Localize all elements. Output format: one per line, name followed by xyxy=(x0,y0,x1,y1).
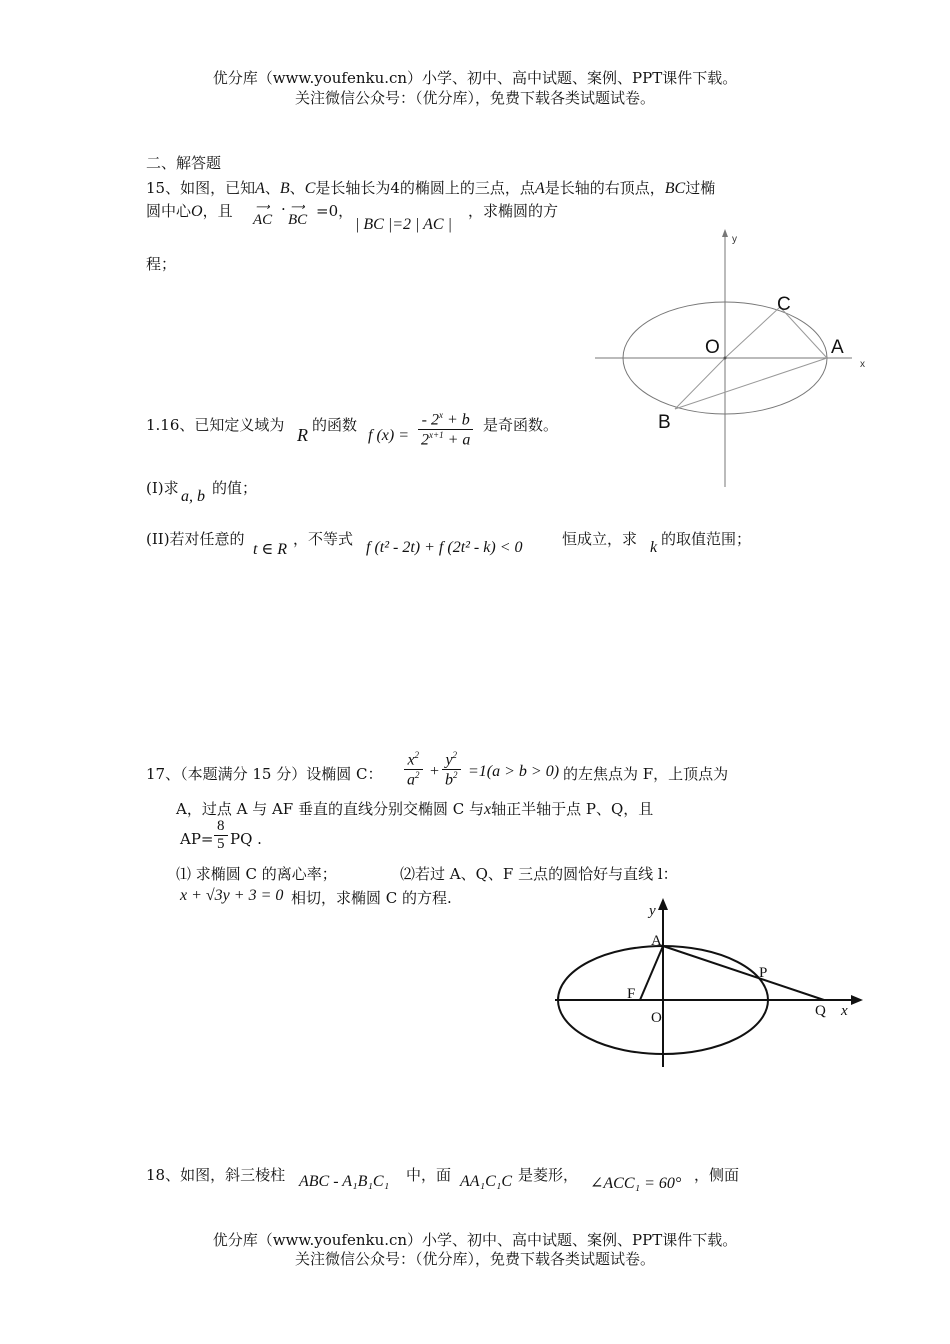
q17-line-eq: x + √3y + 3 = 0 xyxy=(180,887,284,904)
q15-point-a2: A xyxy=(534,180,545,197)
q17-y-arrow-icon xyxy=(658,898,668,910)
q15-sep-2: 、 xyxy=(289,179,305,197)
q15-line2a: 圆中心 xyxy=(146,202,192,220)
section-title: 二、解答题 xyxy=(146,154,222,172)
q15-text-2: 的椭圆上的三点，点 xyxy=(399,179,535,197)
q17-fy-num: y xyxy=(445,751,453,769)
q17-frac-x: $\frac{x^2}{a^2}$ xyxy=(404,750,423,790)
q15-text-4: 过椭 xyxy=(685,179,716,197)
q17-line2b: 轴正半轴于点 P、Q，且 xyxy=(491,800,654,818)
q17-frac-8-5 xyxy=(214,818,228,853)
q15-text-1: 是长轴长为 xyxy=(315,179,391,197)
q15-y-arrow-icon xyxy=(722,229,728,237)
q15-segment-oc xyxy=(725,307,780,358)
q17-label-y: y xyxy=(649,903,656,919)
q17-part1: ⑴ 求椭圆 C 的离心率； xyxy=(176,865,337,883)
q17-x-arrow-icon xyxy=(851,995,863,1005)
q18-face: AA₁C₁C xyxy=(460,1173,513,1190)
q15-vector-ac: ⟶ AC xyxy=(253,202,273,228)
q16-part2-t: t ∈ R xyxy=(253,541,288,558)
q17-line-2 xyxy=(176,798,653,819)
q17-label-x: x xyxy=(841,1003,848,1019)
q16-numerator xyxy=(418,410,473,430)
q18-text-2: 是菱形， xyxy=(518,1166,579,1184)
q18-number: 18、如图，斜三棱柱 xyxy=(146,1166,286,1184)
q16-text-1: 的函数 xyxy=(312,416,358,434)
q17-frac-num: 8 xyxy=(214,818,228,836)
q15-label-b: B xyxy=(658,412,671,433)
q15-center-o: O xyxy=(191,203,203,220)
q15-label-o: O xyxy=(705,337,720,358)
q17-label-o: O xyxy=(651,1010,662,1026)
q16-denom-tail: + a xyxy=(443,431,471,449)
q17-text-1: 的左焦点为 F，上顶点为 xyxy=(563,765,729,783)
q16-numer-exp: x xyxy=(438,410,443,420)
q16-number: 1.16、已知定义域为 xyxy=(146,416,285,434)
q16-numer-base: - 2 xyxy=(421,411,439,429)
q15-vector-bc-label: BC xyxy=(288,212,308,228)
q18-text-3: ，侧面 xyxy=(694,1166,740,1184)
q15-sep-1: 、 xyxy=(264,179,280,197)
q16-text-2: 是奇函数。 xyxy=(483,416,559,434)
q16-fraction xyxy=(418,410,473,450)
q15-label-x: x xyxy=(860,359,865,370)
q16-denom-base: 2 xyxy=(421,431,429,449)
q15-label-a: A xyxy=(831,337,844,358)
q15-vector-bc: ⟶ BC xyxy=(288,202,308,228)
q17-label-f: F xyxy=(627,986,636,1002)
q16-denom-exp: x+1 xyxy=(429,430,444,441)
q17-fx-num: x xyxy=(407,751,415,769)
q17-label-a: A xyxy=(651,933,662,949)
q16-denominator xyxy=(418,430,473,449)
q17-tail: 相切，求椭圆 C 的方程. xyxy=(291,889,452,907)
q15-figure xyxy=(590,225,880,490)
q17-eq-tail: =1(a > b > 0) xyxy=(468,763,560,780)
q17-plus: + xyxy=(430,763,440,780)
q15-segment-bc: BC xyxy=(664,180,686,197)
q15-four: 4 xyxy=(390,179,400,197)
q15-line-1 xyxy=(146,177,715,198)
q17-label-q: Q xyxy=(815,1003,826,1019)
q17-frac-y: $\frac{y^2}{b^2}$ xyxy=(442,750,461,790)
q15-point-a: A xyxy=(255,180,265,197)
q15-line2c: ，求椭圆的方 xyxy=(468,202,559,220)
q15-label-y: y xyxy=(732,234,737,245)
q18-angle: ∠ACC₁ = 60° xyxy=(590,1175,682,1192)
q15-point-b: B xyxy=(279,180,290,197)
q17-figure xyxy=(545,895,875,1075)
q16-k: k xyxy=(650,539,658,556)
q17-label-p: P xyxy=(759,965,768,981)
q17-ap: AP= xyxy=(180,830,214,848)
q15-origin-dot xyxy=(724,357,727,360)
q15-text-3: 是长轴的右顶点， xyxy=(544,179,665,197)
q15-line-2 xyxy=(146,200,233,221)
q17-pq: PQ . xyxy=(230,830,262,848)
q17-fy-den: b xyxy=(445,771,453,789)
q17-segment-fa xyxy=(640,946,663,1000)
footer-line-2: 关注微信公众号：（优分库），免费下载各类试题试卷。 xyxy=(294,1250,655,1268)
q16-domain-r: R xyxy=(297,425,308,445)
q16-part2-text2: 恒成立，求 xyxy=(562,530,638,548)
q15-dot: · xyxy=(281,200,286,218)
q16-inequality: f (t² - 2t) + f (2t² - k) < 0 xyxy=(366,539,523,556)
q15-point-c: C xyxy=(304,180,316,197)
q15-abs-eq: | BC |=2 | AC | xyxy=(355,216,452,233)
q17-frac-den: 5 xyxy=(217,836,225,852)
q15-eq0: =0， xyxy=(316,202,354,220)
q15-line2b: ，且 xyxy=(202,202,233,220)
q17-line2a: A，过点 A 与 AF 垂直的直线分别交椭圆 C 与 xyxy=(176,800,484,818)
q15-vector-ac-label: AC xyxy=(253,212,273,228)
q18-prism: ABC - A₁B₁C₁ xyxy=(299,1173,390,1190)
q17-x-var: x xyxy=(484,801,492,818)
q16-part1-tail: 的值； xyxy=(212,479,258,497)
q17-part2: ⑵若过 A、Q、F 三点的圆恰好与直线 l： xyxy=(400,865,678,883)
q16-fx: f (x) = xyxy=(368,427,409,444)
q15-number: 15、如图，已知 xyxy=(146,179,256,197)
q16-part1-label: (I)求 xyxy=(146,479,179,497)
q16-numer-tail: + b xyxy=(442,411,470,429)
q16-part2-text: ，不等式 xyxy=(293,530,354,548)
q15-segment-ob xyxy=(675,358,725,409)
q16-part1-vars: a, b xyxy=(181,488,205,505)
q15-line-3: 程； xyxy=(146,255,177,273)
footer-line-1: 优分库（www.youfenku.cn）小学、初中、高中试题、案例、PPT课件下载。 xyxy=(212,1231,738,1249)
q15-label-c: C xyxy=(777,294,791,315)
q16-part2-tail: 的取值范围； xyxy=(661,530,752,548)
q17-number: 17、（本题满分 15 分）设椭圆 C： xyxy=(146,765,383,783)
q15-segment-ba xyxy=(675,358,827,409)
q16-part2-label: (II)若对任意的 xyxy=(146,530,245,548)
q18-text-1: 中，面 xyxy=(406,1166,452,1184)
header-line-2: 关注微信公众号：（优分库），免费下载各类试题试卷。 xyxy=(294,89,655,107)
header-line-1: 优分库（www.youfenku.cn）小学、初中、高中试题、案例、PPT课件下载。 xyxy=(212,69,738,87)
q17-segment-aq xyxy=(663,946,824,1000)
q17-fx-den: a xyxy=(407,771,415,789)
